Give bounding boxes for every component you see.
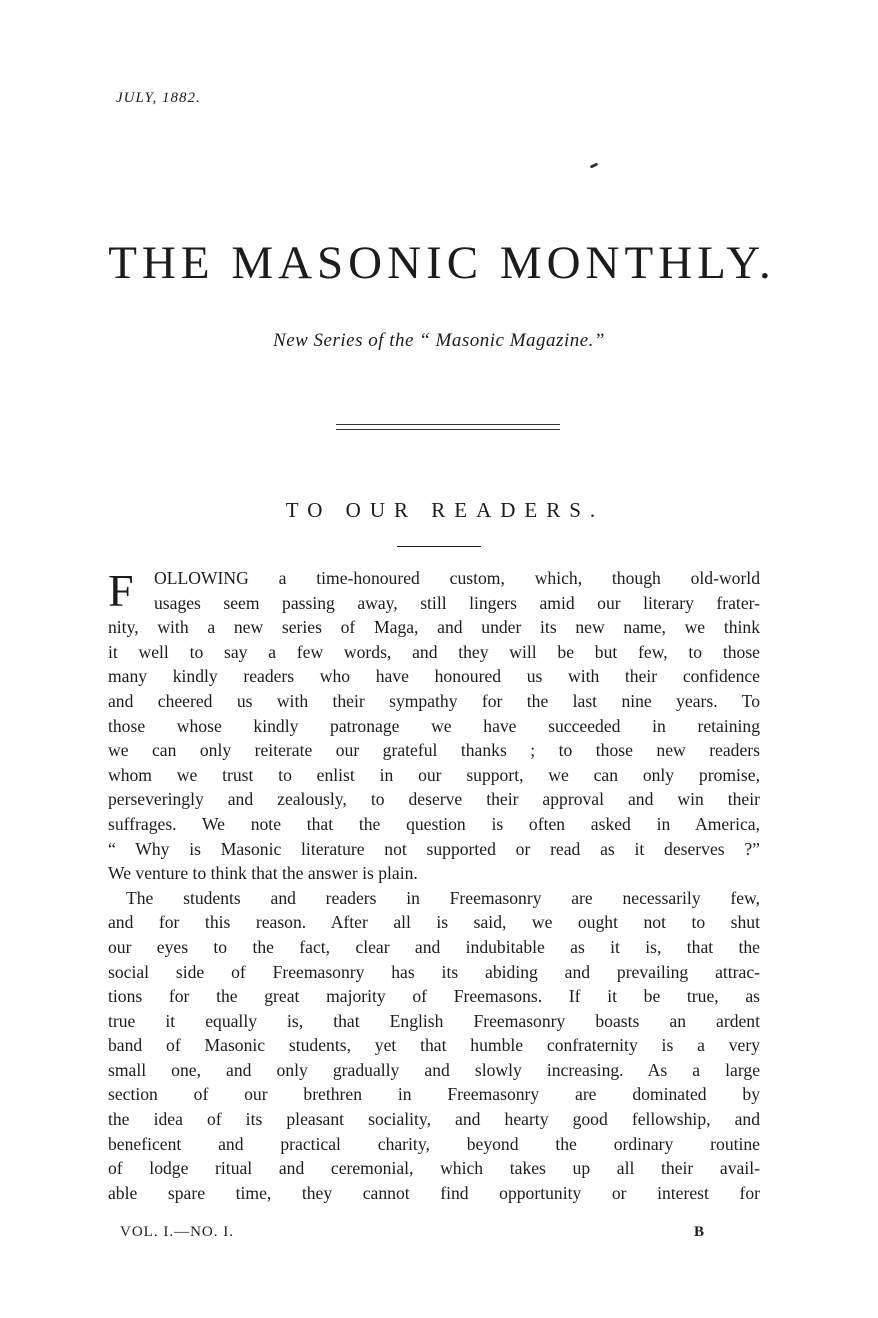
article-line: OLLOWING a time-honoured custom, which, though old-world [154,568,760,588]
article-line: “ Why is Masonic literature not supported or read as it deserves ?” [108,838,760,859]
masthead-subtitle: New Series of the “ Masonic Magazine.” [273,330,605,351]
article-line: the idea of its pleasant sociality, and hearty good fellowship, and [108,1109,760,1130]
article-body [108,566,760,1205]
article-line: section of our brethren in Freemasonry are dominated by [108,1084,760,1105]
double-rule-divider [336,424,560,430]
article-line: beneficent and practical charity, beyond the ordinary routine [108,1133,760,1154]
article-line: of lodge ritual and ceremonial, which takes up all their avail- [108,1158,760,1179]
article-line: we can only reiterate our grateful thanks ; to those new readers [108,740,760,761]
article-line: our eyes to the fact, clear and indubitable as it is, that the [108,936,760,957]
article-line: We venture to think that the answer is plain. [108,863,418,884]
article-line: true it equally is, that English Freemasonry boasts an ardent [108,1010,760,1031]
article-line: able spare time, they cannot find opportunity or interest for [108,1182,760,1203]
article-line: whom we trust to enlist in our support, we can only promise, [108,764,760,785]
article-line: band of Masonic students, yet that humble confraternity is a very [108,1035,760,1056]
article-line: nity, with a new series of Maga, and under its new name, we think [108,617,760,638]
article-line: and for this reason. After all is said, we ought not to shut [108,912,760,933]
article-line: and cheered us with their sympathy for the last nine years. To [108,690,760,711]
article-line: it well to say a few words, and they will be but few, to those [108,641,760,662]
print-speck [590,162,599,168]
short-rule-divider [397,546,481,547]
article-heading: TO OUR READERS. [285,498,605,522]
drop-cap: F [108,565,134,616]
article-line: The students and readers in Freemasonry are necessarily few, [126,887,760,908]
article-line: perseveringly and zealously, to deserve their approval and win their [108,789,760,810]
issue-date: JULY, 1882. [116,90,201,106]
article-line: those whose kindly patronage we have succeeded in retaining [108,715,760,736]
volume-number: VOL. I.—NO. I. [120,1224,234,1240]
article-line: many kindly readers who have honoured us with their confidence [108,666,760,687]
article-line: social side of Freemasonry has its abiding and prevailing attrac- [108,961,760,982]
article-line: small one, and only gradually and slowly increasing. As a large [108,1059,760,1080]
article-line: tions for the great majority of Freemasons. If it be true, as [108,986,760,1007]
signature-mark: B [694,1224,705,1240]
article-line: usages seem passing away, still lingers amid our literary frater- [154,592,760,613]
masthead-title: THE MASONIC MONTHLY. [108,237,776,289]
article-line: suffrages. We note that the question is often asked in America, [108,813,760,834]
